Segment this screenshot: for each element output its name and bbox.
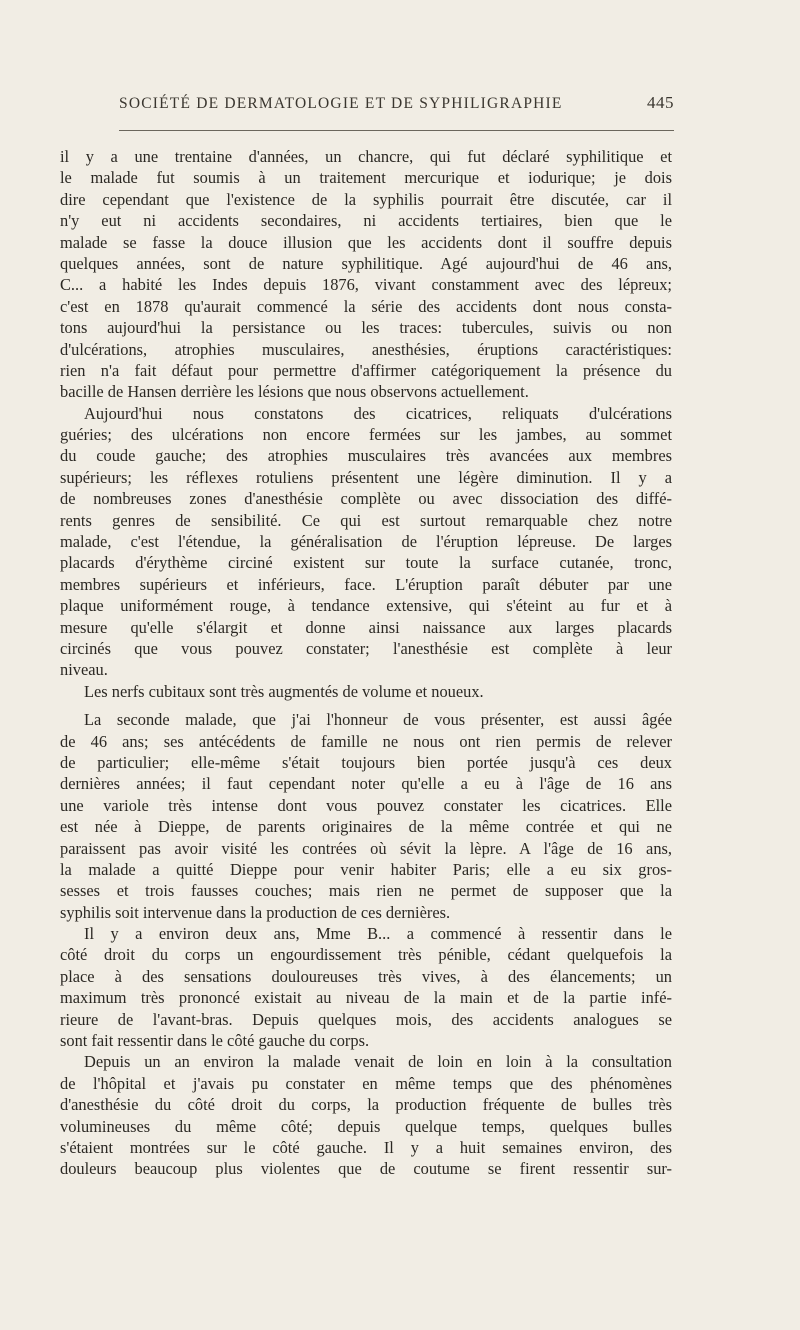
text-line: dire cependant que l'existence de la syphilis pourrait être discutée, car il (60, 189, 672, 209)
text-line: quelques années, sont de nature syphilitique. Agé aujourd'hui de 46 ans, (60, 253, 672, 273)
text-line: est née à Dieppe, de parents originaires de la même contrée et qui ne (60, 817, 672, 837)
text-line: circinés que vous pouvez constater; l'anesthésie est complète à leur (60, 638, 672, 658)
text-line: n'y eut ni accidents secondaires, ni accidents tertiaires, bien que le (60, 211, 672, 231)
paragraph (60, 403, 672, 681)
text-line: placards d'érythème circiné existent sur toute la surface cutanée, tronc, (60, 553, 672, 573)
text-line: rien n'a fait défaut pour permettre d'affirmer catégoriquement la présence du (60, 360, 672, 380)
text-line: dernières années; il faut cependant noter qu'elle a eu à l'âge de 16 ans (60, 774, 672, 794)
text-line: Les nerfs cubitaux sont très augmentés de volume et noueux. (84, 681, 484, 701)
text-line: syphilis soit intervenue dans la production de ces dernières. (60, 902, 451, 922)
text-line: il y a une trentaine d'années, un chancre, qui fut déclaré syphilitique et (60, 147, 672, 166)
text-line: d'anesthésie du côté droit du corps, la production fréquente de bulles très (60, 1095, 672, 1115)
paragraph (60, 146, 672, 403)
text-line: le malade fut soumis à un traitement mercurique et iodurique; je dois (60, 168, 672, 188)
text-line: maximum très prononcé existait au niveau de la main et de la partie infé- (60, 988, 672, 1008)
text-line: supérieurs; les réflexes rotuliens présentent une légère diminution. Il y a (60, 467, 672, 487)
text-line: place à des sensations douloureuses très vives, à des élancements; un (60, 966, 672, 986)
text-line: s'étaient montrées sur le côté gauche. Il y a huit semaines environ, des (60, 1137, 672, 1157)
text-line: de nombreuses zones d'anesthésie complète ou avec dissociation des diffé- (60, 489, 672, 509)
text-line: niveau. (60, 660, 108, 680)
text-line: C... a habité les Indes depuis 1876, vivant constamment avec des lépreux; (60, 275, 672, 295)
text-line: mesure qu'elle s'élargit et donne ainsi naissance aux larges placards (60, 617, 672, 637)
header-rule (119, 130, 674, 131)
running-head-title: SOCIÉTÉ DE DERMATOLOGIE ET DE SYPHILIGRAPHIE (119, 95, 563, 112)
text-line: malade se fasse la douce illusion que les accidents dont il souffre depuis (60, 232, 672, 252)
text-line: malade, c'est l'étendue, la généralisation de l'éruption lépreuse. De larges (60, 532, 672, 552)
paragraph (60, 1051, 672, 1179)
running-head (119, 95, 674, 119)
text-line: La seconde malade, que j'ai l'honneur de vous présenter, est aussi âgée (84, 710, 672, 730)
text-line: de 46 ans; ses antécédents de famille ne nous ont rien permis de relever (60, 731, 672, 751)
text-line: rieure de l'avant-bras. Depuis quelques mois, des accidents analogues se (60, 1009, 672, 1029)
text-line: du coude gauche; des atrophies musculaires très avancées aux membres (60, 446, 672, 466)
text-line: tons aujourd'hui la persistance ou les traces: tubercules, suivis ou non (60, 318, 672, 338)
text-line: côté droit du corps un engourdissement très pénible, cédant quelquefois la (60, 945, 672, 965)
text-line: paraissent pas avoir visité les contrées où sévit la lèpre. A l'âge de 16 ans, (60, 838, 672, 858)
text-line: une variole très intense dont vous pouvez constater les cicatrices. Elle (60, 795, 672, 815)
text-line: rents genres de sensibilité. Ce qui est surtout remarquable chez notre (60, 510, 672, 530)
text-line: de particulier; elle-même s'était toujours bien portée jusqu'à ces deux (60, 752, 672, 772)
text-line: Depuis un an environ la malade venait de loin en loin à la consultation (84, 1052, 672, 1072)
text-line: plaque uniformément rouge, à tendance extensive, qui s'éteint au fur et à (60, 596, 672, 616)
text-line: d'ulcérations, atrophies musculaires, anesthésies, éruptions caractéristiques: (60, 339, 672, 359)
paragraph-gap (60, 702, 672, 709)
text-line: c'est en 1878 qu'aurait commencé la série des accidents dont nous consta- (60, 296, 672, 316)
paragraph (60, 681, 672, 702)
text-line: Aujourd'hui nous constatons des cicatrices, reliquats d'ulcérations (84, 403, 672, 423)
text-line: sesses et trois fausses couches; mais rien ne permet de supposer que la (60, 881, 672, 901)
text-line: volumineuses du même côté; depuis quelque temps, quelques bulles (60, 1116, 672, 1136)
paragraph (60, 923, 672, 1051)
text-line: Il y a environ deux ans, Mme B... a commencé à ressentir dans le (84, 924, 672, 944)
text-line: guéries; des ulcérations non encore fermées sur les jambes, au sommet (60, 425, 672, 445)
text-line: la malade a quitté Dieppe pour venir habiter Paris; elle a eu six gros- (60, 859, 672, 879)
text-line: sont fait ressentir dans le côté gauche du corps. (60, 1031, 370, 1051)
page-number: 445 (647, 93, 674, 112)
body-text (60, 146, 672, 1180)
text-line: bacille de Hansen derrière les lésions que nous observons actuellement. (60, 382, 529, 402)
text-line: de l'hôpital et j'avais pu constater en même temps que des phénomènes (60, 1073, 672, 1093)
paragraph (60, 709, 672, 923)
text-line: douleurs beaucoup plus violentes que de coutume se firent ressentir sur- (60, 1159, 672, 1179)
text-line: membres supérieurs et inférieurs, face. L'éruption paraît débuter par une (60, 574, 672, 594)
